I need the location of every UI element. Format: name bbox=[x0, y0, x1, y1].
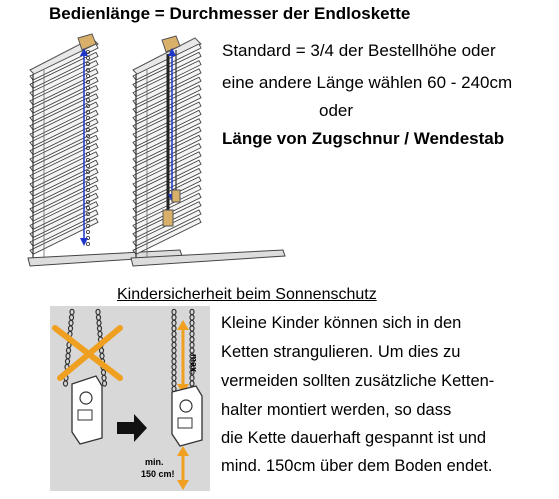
chain-bead bbox=[86, 230, 89, 233]
safety-line-5: die Kette dauerhaft gespannt ist und bbox=[221, 429, 487, 447]
info-line-cord: Länge von Zugschnur / Wendestab bbox=[222, 129, 505, 148]
safety-line-1: Kleine Kinder können sich in den bbox=[221, 314, 462, 332]
safety-line-6: mind. 150cm über dem Boden endet. bbox=[221, 457, 493, 475]
info-line-standard: Standard = 3/4 der Bestellhöhe oder bbox=[222, 41, 496, 60]
chain-bead bbox=[86, 242, 89, 245]
max-label: max. bbox=[189, 354, 199, 375]
min-label-line2: 150 cm! bbox=[141, 469, 175, 479]
safety-title: Kindersicherheit beim Sonnenschutz bbox=[117, 286, 377, 303]
chain-holder-left-icon bbox=[72, 376, 102, 444]
info-line-range: eine andere Länge wählen 60 - 240cm bbox=[222, 73, 513, 92]
safety-illustration bbox=[50, 306, 210, 491]
wand-handle-icon bbox=[163, 210, 173, 226]
cord-tassel-icon bbox=[172, 190, 180, 202]
blind-right bbox=[131, 36, 285, 266]
safety-line-2: Ketten strangulieren. Um dies zu bbox=[221, 343, 461, 361]
page-heading: Bedienlänge = Durchmesser der Endloskette bbox=[49, 4, 411, 23]
safety-line-3: vermeiden sollten zusätzliche Ketten- bbox=[221, 372, 495, 390]
safety-line-4: halter montiert werden, so dass bbox=[221, 401, 452, 419]
info-line-or: oder bbox=[319, 101, 354, 120]
min-label-line1: min. bbox=[145, 457, 164, 467]
chain-holder-right-icon bbox=[172, 386, 202, 446]
